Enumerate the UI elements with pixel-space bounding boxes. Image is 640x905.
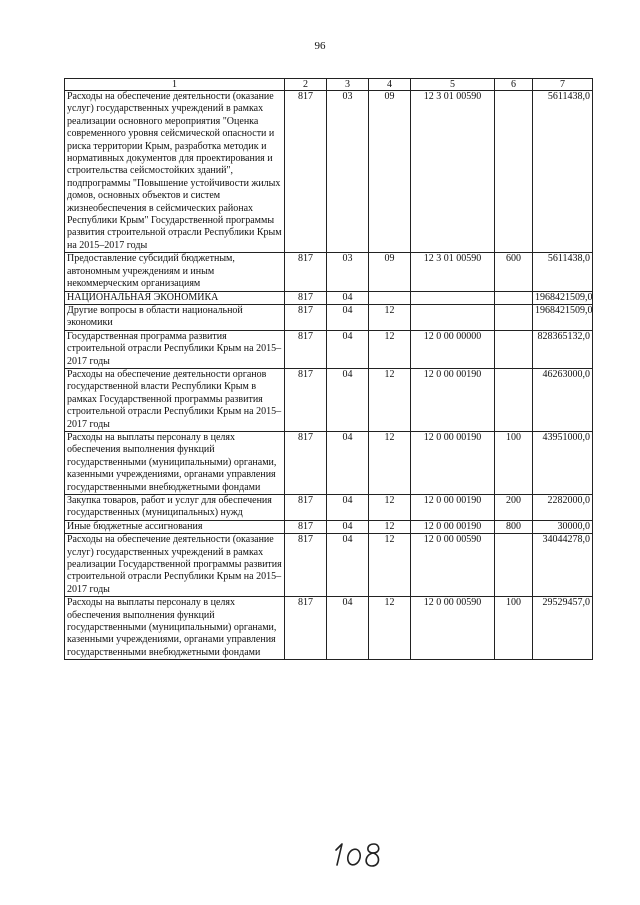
section-code-cell: 04	[327, 534, 369, 597]
expense-type-cell: 800	[495, 520, 533, 533]
ministry-code-cell: 817	[285, 91, 327, 253]
header-col-4: 4	[369, 79, 411, 91]
expense-type-cell: 200	[495, 495, 533, 521]
expense-type-cell: 600	[495, 253, 533, 291]
header-col-6: 6	[495, 79, 533, 91]
header-row	[65, 79, 593, 91]
section-code-cell: 04	[327, 520, 369, 533]
header-col-7: 7	[533, 79, 593, 91]
expense-type-cell	[495, 368, 533, 431]
section-code-cell: 04	[327, 291, 369, 304]
section-code-cell: 04	[327, 495, 369, 521]
ministry-code-cell: 817	[285, 520, 327, 533]
handwritten-page-number	[330, 838, 390, 868]
subsection-code-cell: 12	[369, 520, 411, 533]
subsection-code-cell: 09	[369, 253, 411, 291]
ministry-code-cell: 817	[285, 253, 327, 291]
amount-cell: 1968421509,0	[533, 304, 593, 330]
section-code-cell: 03	[327, 91, 369, 253]
amount-cell: 2282000,0	[533, 495, 593, 521]
page-number: 96	[314, 40, 326, 52]
target-article-cell	[411, 291, 495, 304]
row-name-cell: Иные бюджетные ассигнования	[65, 520, 285, 533]
amount-cell: 5611438,0	[533, 91, 593, 253]
row-name-cell: Государственная программа развития строительной отрасли Республики Крым на 2015–2017 годы	[65, 330, 285, 368]
row-name-cell: Другие вопросы в области национальной экономики	[65, 304, 285, 330]
table-row	[65, 304, 593, 330]
row-name-cell: Расходы на обеспечение деятельности органов государственной власти Республики Крым в рамках Государственной программы развития строительной отрасли Республики Крым на 2015–2017 годы	[65, 368, 285, 431]
subsection-code-cell: 12	[369, 534, 411, 597]
row-name-cell: Расходы на обеспечение деятельности (оказание услуг) государственных учреждений в рамках реализации Государственной программы развития строительной отрасли Республики Крым на 2015–2017 годы	[65, 534, 285, 597]
ministry-code-cell: 817	[285, 534, 327, 597]
subsection-code-cell: 12	[369, 330, 411, 368]
section-code-cell: 04	[327, 597, 369, 660]
header-col-1: 1	[65, 79, 285, 91]
row-name-cell: Закупка товаров, работ и услуг для обеспечения государственных (муниципальных) нужд	[65, 495, 285, 521]
table-row	[65, 368, 593, 431]
section-code-cell: 03	[327, 253, 369, 291]
target-article-cell	[411, 304, 495, 330]
target-article-cell: 12 0 00 00590	[411, 597, 495, 660]
amount-cell: 46263000,0	[533, 368, 593, 431]
table-row	[65, 495, 593, 521]
amount-cell: 34044278,0	[533, 534, 593, 597]
target-article-cell: 12 3 01 00590	[411, 253, 495, 291]
section-code-cell: 04	[327, 304, 369, 330]
amount-cell: 29529457,0	[533, 597, 593, 660]
expense-type-cell	[495, 91, 533, 253]
subsection-code-cell: 12	[369, 431, 411, 494]
row-name-cell: Расходы на выплаты персоналу в целях обеспечения выполнения функций государственными (муниципальными) органами, казенными учреждениями, органами управления государственными внебюджетными фондами	[65, 597, 285, 660]
subsection-code-cell: 12	[369, 495, 411, 521]
subsection-code-cell: 12	[369, 304, 411, 330]
amount-cell: 1968421509,0	[533, 291, 593, 304]
target-article-cell: 12 0 00 00000	[411, 330, 495, 368]
amount-cell: 30000,0	[533, 520, 593, 533]
subsection-code-cell	[369, 291, 411, 304]
ministry-code-cell: 817	[285, 368, 327, 431]
target-article-cell: 12 0 00 00590	[411, 534, 495, 597]
subsection-code-cell: 09	[369, 91, 411, 253]
row-name-cell: Расходы на выплаты персоналу в целях обеспечения выполнения функций государственными (муниципальными) органами, казенными учреждениями, органами управления государственными внебюджетными фондами	[65, 431, 285, 494]
table-row	[65, 520, 593, 533]
target-article-cell: 12 0 00 00190	[411, 520, 495, 533]
target-article-cell: 12 0 00 00190	[411, 431, 495, 494]
expense-type-cell	[495, 304, 533, 330]
amount-cell: 828365132,0	[533, 330, 593, 368]
ministry-code-cell: 817	[285, 495, 327, 521]
ministry-code-cell: 817	[285, 330, 327, 368]
row-name-cell: Расходы на обеспечение деятельности (оказание услуг) государственных учреждений в рамках реализации основного мероприятия "Оценка современного уровня сейсмической опасности и риска территории Крым, разработка методик и нормативных документов для проектирования и строительства сейсмостойких зданий", подпрограммы "Повышение устойчивости жилых домов, основных объектов и систем жизнеобеспечения в сейсмических районах Республики Крым" Государственной программы развития строительной отрасли Республики Крым на 2015–2017 годы	[65, 91, 285, 253]
expense-type-cell: 100	[495, 431, 533, 494]
header-col-5: 5	[411, 79, 495, 91]
table-row	[65, 291, 593, 304]
section-code-cell: 04	[327, 368, 369, 431]
table-row	[65, 597, 593, 660]
target-article-cell: 12 0 00 00190	[411, 495, 495, 521]
header-col-3: 3	[327, 79, 369, 91]
expense-type-cell	[495, 291, 533, 304]
section-code-cell: 04	[327, 431, 369, 494]
ministry-code-cell: 817	[285, 291, 327, 304]
target-article-cell: 12 0 00 00190	[411, 368, 495, 431]
target-article-cell: 12 3 01 00590	[411, 91, 495, 253]
table-row	[65, 91, 593, 253]
table-row	[65, 253, 593, 291]
amount-cell: 5611438,0	[533, 253, 593, 291]
header-col-2: 2	[285, 79, 327, 91]
expense-type-cell: 100	[495, 597, 533, 660]
subsection-code-cell: 12	[369, 368, 411, 431]
row-name-cell: Предоставление субсидий бюджетным, автономным учреждениям и иным некоммерческим организациям	[65, 253, 285, 291]
row-name-cell: НАЦИОНАЛЬНАЯ ЭКОНОМИКА	[65, 291, 285, 304]
ministry-code-cell: 817	[285, 431, 327, 494]
subsection-code-cell: 12	[369, 597, 411, 660]
table-row	[65, 534, 593, 597]
ministry-code-cell: 817	[285, 597, 327, 660]
budget-table	[64, 78, 593, 660]
ministry-code-cell: 817	[285, 304, 327, 330]
amount-cell: 43951000,0	[533, 431, 593, 494]
table-row	[65, 330, 593, 368]
expense-type-cell	[495, 534, 533, 597]
expense-type-cell	[495, 330, 533, 368]
section-code-cell: 04	[327, 330, 369, 368]
table-row	[65, 431, 593, 494]
